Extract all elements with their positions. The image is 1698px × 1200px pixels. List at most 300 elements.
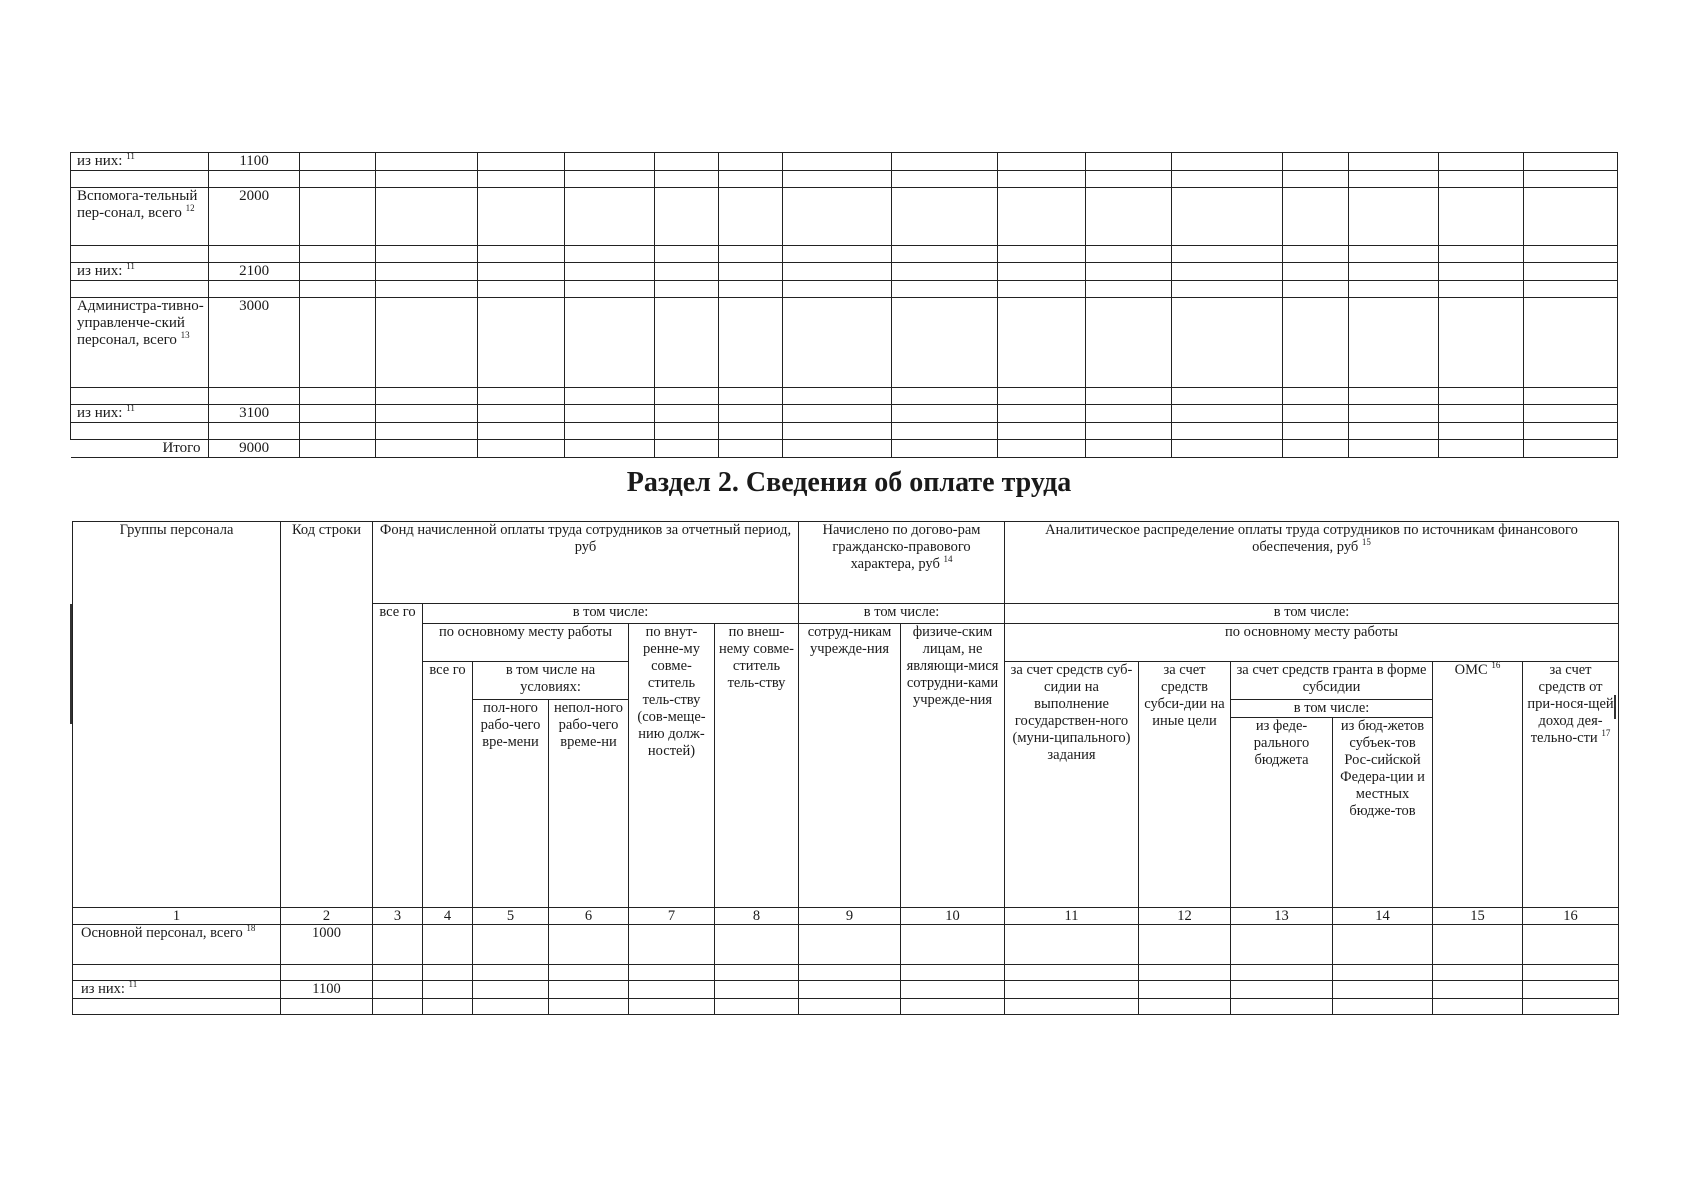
empty-cell xyxy=(1282,171,1348,188)
empty-cell xyxy=(478,171,564,188)
table-row xyxy=(71,263,1618,281)
table-row xyxy=(71,388,1618,405)
empty-cell xyxy=(1231,925,1333,965)
empty-cell xyxy=(299,405,375,423)
empty-cell xyxy=(1523,423,1617,440)
empty-cell xyxy=(478,423,564,440)
empty-cell xyxy=(375,388,477,405)
empty-cell xyxy=(1349,281,1439,298)
empty-cell xyxy=(1333,981,1433,999)
empty-cell xyxy=(564,298,654,388)
empty-cell xyxy=(783,388,891,405)
table-row xyxy=(71,188,1618,246)
column-number: 15 xyxy=(1433,908,1523,925)
empty-cell xyxy=(564,388,654,405)
column-number: 2 xyxy=(281,908,373,925)
total-code: 9000 xyxy=(209,440,299,458)
header-oms: ОМС $^{16}$ xyxy=(1433,662,1523,908)
header-income: за счет средств от при-нося-щей доход дея-тельно-сти $^{17}$ xyxy=(1523,662,1619,908)
empty-cell xyxy=(478,281,564,298)
empty-cell xyxy=(71,171,209,188)
empty-cell xyxy=(1433,925,1523,965)
header-groups: Группы персонала xyxy=(73,522,281,908)
empty-cell xyxy=(1433,999,1523,1015)
empty-cell xyxy=(1523,405,1617,423)
empty-cell xyxy=(715,999,799,1015)
empty-cell xyxy=(1139,965,1231,981)
empty-cell xyxy=(901,999,1005,1015)
header-inner: по внут-ренне-му совме-ститель тель-ству (сов-мещe-нию долж-ностей) xyxy=(629,624,715,908)
empty-cell xyxy=(719,171,783,188)
empty-cell xyxy=(375,440,477,458)
empty-cell xyxy=(1349,171,1439,188)
empty-cell xyxy=(299,298,375,388)
empty-cell xyxy=(423,999,473,1015)
empty-cell xyxy=(473,981,549,999)
empty-cell xyxy=(1439,298,1523,388)
empty-cell xyxy=(783,263,891,281)
column-number: 13 xyxy=(1231,908,1333,925)
total-label: Итого xyxy=(71,440,209,458)
empty-cell xyxy=(1005,965,1139,981)
empty-cell xyxy=(783,246,891,263)
empty-cell xyxy=(1282,188,1348,246)
header-main-place: по основному месту работы xyxy=(423,624,629,662)
column-number: 8 xyxy=(715,908,799,925)
empty-cell xyxy=(719,405,783,423)
empty-cell xyxy=(1439,188,1523,246)
header-phys: физиче-ским лицам, не являющи-мися сотрудни-ками учрежде-ния xyxy=(901,624,1005,908)
empty-cell xyxy=(423,965,473,981)
empty-cell xyxy=(473,925,549,965)
empty-cell xyxy=(1439,171,1523,188)
empty-cell xyxy=(1523,263,1617,281)
empty-cell xyxy=(281,965,373,981)
empty-cell xyxy=(997,440,1085,458)
empty-cell xyxy=(299,281,375,298)
empty-cell xyxy=(1439,281,1523,298)
empty-cell xyxy=(1523,981,1619,999)
empty-cell xyxy=(629,999,715,1015)
empty-cell xyxy=(1349,405,1439,423)
empty-cell xyxy=(375,298,477,388)
empty-cell xyxy=(891,423,997,440)
empty-cell xyxy=(1086,388,1172,405)
empty-cell xyxy=(549,999,629,1015)
empty-cell xyxy=(1282,440,1348,458)
empty-cell xyxy=(783,440,891,458)
row-label: Администра-тивно-управленче-ский персонал, всего $^{13}$ xyxy=(71,298,209,388)
empty-cell xyxy=(1523,188,1617,246)
empty-cell xyxy=(1333,925,1433,965)
empty-cell xyxy=(1086,263,1172,281)
empty-cell xyxy=(375,405,477,423)
empty-cell xyxy=(719,298,783,388)
empty-cell xyxy=(1172,171,1282,188)
empty-cell xyxy=(1333,965,1433,981)
empty-cell xyxy=(478,388,564,405)
empty-cell xyxy=(373,965,423,981)
empty-cell xyxy=(654,281,718,298)
header-full: пол-ного рабо-чего вре-мени xyxy=(473,700,549,908)
empty-cell xyxy=(891,171,997,188)
empty-cell xyxy=(71,423,209,440)
column-number: 6 xyxy=(549,908,629,925)
table-row xyxy=(71,153,1618,171)
empty-cell xyxy=(654,405,718,423)
empty-cell xyxy=(1523,388,1617,405)
empty-cell xyxy=(783,171,891,188)
margin-mark xyxy=(1614,695,1616,719)
empty-cell xyxy=(73,999,281,1015)
empty-cell xyxy=(1523,965,1619,981)
column-number: 12 xyxy=(1139,908,1231,925)
table-row xyxy=(71,298,1618,388)
row-code: 2100 xyxy=(209,263,299,281)
empty-cell xyxy=(1439,423,1523,440)
empty-cell xyxy=(1086,281,1172,298)
empty-cell xyxy=(1282,423,1348,440)
empty-cell xyxy=(654,188,718,246)
empty-cell xyxy=(375,246,477,263)
empty-cell xyxy=(375,188,477,246)
row-code: 1100 xyxy=(209,153,299,171)
row-label: из них: $^{11}$ xyxy=(71,263,209,281)
row-code: 2000 xyxy=(209,188,299,246)
empty-cell xyxy=(473,999,549,1015)
empty-cell xyxy=(1086,188,1172,246)
empty-cell xyxy=(715,981,799,999)
section-title: Раздел 2. Сведения об оплате труда xyxy=(626,467,1072,498)
empty-cell xyxy=(1086,153,1172,171)
row-code: 3000 xyxy=(209,298,299,388)
row-label: из них: $^{11}$ xyxy=(71,405,209,423)
empty-cell xyxy=(1439,440,1523,458)
empty-cell xyxy=(783,153,891,171)
row-label: из них: $^{11}$ xyxy=(73,981,281,999)
empty-cell xyxy=(715,925,799,965)
empty-cell xyxy=(564,246,654,263)
empty-cell xyxy=(1333,999,1433,1015)
empty-cell xyxy=(1139,925,1231,965)
empty-cell xyxy=(373,925,423,965)
column-number: 7 xyxy=(629,908,715,925)
empty-cell xyxy=(719,153,783,171)
empty-cell xyxy=(1172,388,1282,405)
empty-cell xyxy=(1139,999,1231,1015)
empty-cell xyxy=(373,999,423,1015)
empty-cell xyxy=(564,423,654,440)
empty-cell xyxy=(1523,246,1617,263)
empty-cell xyxy=(719,440,783,458)
empty-cell xyxy=(1086,298,1172,388)
empty-cell xyxy=(1523,440,1617,458)
empty-cell xyxy=(478,298,564,388)
empty-cell xyxy=(891,298,997,388)
empty-cell xyxy=(719,388,783,405)
empty-cell xyxy=(654,263,718,281)
empty-cell xyxy=(1349,188,1439,246)
empty-cell xyxy=(891,153,997,171)
empty-cell xyxy=(1439,388,1523,405)
header-vse-go-2: все го xyxy=(423,662,473,908)
empty-cell xyxy=(299,388,375,405)
empty-cell xyxy=(299,171,375,188)
header-conditions: в том числе на условиях: xyxy=(473,662,629,700)
empty-cell xyxy=(997,388,1085,405)
column-number: 4 xyxy=(423,908,473,925)
row-code: 3100 xyxy=(209,405,299,423)
column-number: 9 xyxy=(799,908,901,925)
empty-cell xyxy=(719,188,783,246)
empty-cell xyxy=(564,188,654,246)
table-row xyxy=(73,981,1619,999)
empty-cell xyxy=(478,188,564,246)
empty-cell xyxy=(997,405,1085,423)
empty-cell xyxy=(783,423,891,440)
empty-cell xyxy=(1282,281,1348,298)
empty-cell xyxy=(783,405,891,423)
empty-cell xyxy=(299,440,375,458)
empty-cell xyxy=(719,281,783,298)
empty-cell xyxy=(1231,999,1333,1015)
empty-cell xyxy=(719,246,783,263)
header-fund: Фонд начисленной оплаты труда сотрудников за отчетный период, руб xyxy=(373,522,799,604)
empty-cell xyxy=(1231,965,1333,981)
header-subs-other: за счет средств субси-дии на иные цели xyxy=(1139,662,1231,908)
column-number: 11 xyxy=(1005,908,1139,925)
empty-cell xyxy=(1282,246,1348,263)
empty-cell xyxy=(299,188,375,246)
empty-cell xyxy=(299,423,375,440)
empty-cell xyxy=(209,281,299,298)
empty-cell xyxy=(891,246,997,263)
empty-cell xyxy=(564,281,654,298)
empty-cell xyxy=(997,188,1085,246)
empty-cell xyxy=(1349,153,1439,171)
empty-cell xyxy=(719,263,783,281)
empty-cell xyxy=(299,263,375,281)
empty-cell xyxy=(891,281,997,298)
table-row xyxy=(71,171,1618,188)
empty-cell xyxy=(1172,263,1282,281)
empty-cell xyxy=(891,440,997,458)
empty-cell xyxy=(209,246,299,263)
empty-cell xyxy=(1282,388,1348,405)
empty-cell xyxy=(654,298,718,388)
empty-cell xyxy=(1349,388,1439,405)
empty-cell xyxy=(1086,440,1172,458)
table-row xyxy=(71,405,1618,423)
empty-cell xyxy=(375,281,477,298)
column-number: 10 xyxy=(901,908,1005,925)
empty-cell xyxy=(1005,999,1139,1015)
empty-cell xyxy=(1172,423,1282,440)
empty-cell xyxy=(375,263,477,281)
header-subs-task: за счет средств суб-сидии на выполнение государствен-ного (муни-ципального) задания xyxy=(1005,662,1139,908)
empty-cell xyxy=(1439,405,1523,423)
empty-cell xyxy=(478,440,564,458)
header-part: непол-ного рабо-чего време-ни xyxy=(549,700,629,908)
empty-cell xyxy=(1523,298,1617,388)
empty-cell xyxy=(901,925,1005,965)
empty-cell xyxy=(1439,153,1523,171)
empty-cell xyxy=(783,188,891,246)
empty-cell xyxy=(997,281,1085,298)
header-grant-v-tom-chisle: в том числе: xyxy=(1231,700,1433,718)
empty-cell xyxy=(549,981,629,999)
row-label: из них: $^{11}$ xyxy=(71,153,209,171)
empty-cell xyxy=(654,388,718,405)
empty-cell xyxy=(1433,981,1523,999)
empty-cell xyxy=(1433,965,1523,981)
row-label: Основной персонал, всего $^{18}$ xyxy=(73,925,281,965)
empty-cell xyxy=(1172,188,1282,246)
empty-cell xyxy=(299,246,375,263)
empty-cell xyxy=(564,171,654,188)
empty-cell xyxy=(629,981,715,999)
empty-cell xyxy=(375,171,477,188)
row-code: 1100 xyxy=(281,981,373,999)
header-analytic: Аналитическое распределение оплаты труда сотрудников по источникам финансового обеспечения, руб $^{15}$ xyxy=(1005,522,1619,604)
section2-table xyxy=(72,521,1619,1015)
column-number: 16 xyxy=(1523,908,1619,925)
empty-cell xyxy=(1086,171,1172,188)
empty-cell xyxy=(423,981,473,999)
empty-cell xyxy=(1349,246,1439,263)
empty-cell xyxy=(478,153,564,171)
empty-cell xyxy=(799,965,901,981)
empty-cell xyxy=(997,263,1085,281)
empty-cell xyxy=(891,405,997,423)
header-staff: сотруд-никам учрежде-ния xyxy=(799,624,901,908)
empty-cell xyxy=(997,423,1085,440)
empty-cell xyxy=(799,981,901,999)
empty-cell xyxy=(719,423,783,440)
column-number: 5 xyxy=(473,908,549,925)
empty-cell xyxy=(299,153,375,171)
empty-cell xyxy=(549,925,629,965)
empty-cell xyxy=(1523,281,1617,298)
table-row xyxy=(73,965,1619,981)
empty-cell xyxy=(1086,405,1172,423)
empty-cell xyxy=(783,281,891,298)
row-code: 1000 xyxy=(281,925,373,965)
empty-cell xyxy=(1139,981,1231,999)
empty-cell xyxy=(209,423,299,440)
empty-cell xyxy=(1349,263,1439,281)
empty-cell xyxy=(423,925,473,965)
empty-cell xyxy=(564,263,654,281)
empty-cell xyxy=(891,388,997,405)
empty-cell xyxy=(1282,405,1348,423)
empty-cell xyxy=(1523,999,1619,1015)
empty-cell xyxy=(715,965,799,981)
empty-cell xyxy=(375,423,477,440)
empty-cell xyxy=(375,153,477,171)
empty-cell xyxy=(629,965,715,981)
empty-cell xyxy=(478,405,564,423)
empty-cell xyxy=(564,440,654,458)
empty-cell xyxy=(71,246,209,263)
header-v-tom-chisle-1: в том числе: xyxy=(423,604,799,624)
row-label: Вспомога-тельный пер-сонал, всего $^{12}$ xyxy=(71,188,209,246)
column-number: 3 xyxy=(373,908,423,925)
empty-cell xyxy=(1349,298,1439,388)
empty-cell xyxy=(891,188,997,246)
empty-cell xyxy=(1282,153,1348,171)
empty-cell xyxy=(1523,153,1617,171)
column-number: 14 xyxy=(1333,908,1433,925)
column-number: 1 xyxy=(73,908,281,925)
empty-cell xyxy=(1005,925,1139,965)
table-row xyxy=(73,999,1619,1015)
empty-cell xyxy=(654,423,718,440)
empty-cell xyxy=(1005,981,1139,999)
empty-cell xyxy=(549,965,629,981)
empty-cell xyxy=(478,263,564,281)
empty-cell xyxy=(1439,263,1523,281)
table-row xyxy=(71,423,1618,440)
header-v-tom-chisle-3: в том числе: xyxy=(1005,604,1619,624)
empty-cell xyxy=(799,999,901,1015)
empty-cell xyxy=(799,925,901,965)
header-main-place-2: по основному месту работы xyxy=(1005,624,1619,662)
empty-cell xyxy=(1282,263,1348,281)
empty-cell xyxy=(1231,981,1333,999)
empty-cell xyxy=(71,281,209,298)
empty-cell xyxy=(891,263,997,281)
empty-cell xyxy=(1172,246,1282,263)
table-row xyxy=(73,925,1619,965)
empty-cell xyxy=(281,999,373,1015)
empty-cell xyxy=(1523,171,1617,188)
empty-cell xyxy=(629,925,715,965)
empty-cell xyxy=(1172,281,1282,298)
empty-cell xyxy=(209,171,299,188)
empty-cell xyxy=(1282,298,1348,388)
table-row xyxy=(71,246,1618,263)
empty-cell xyxy=(997,171,1085,188)
empty-cell xyxy=(1172,298,1282,388)
header-regional: из бюд-жетов субъек-тов Рос-сийской Федера-ции и местных бюдже-тов xyxy=(1333,718,1433,908)
empty-cell xyxy=(1086,423,1172,440)
empty-cell xyxy=(473,965,549,981)
empty-cell xyxy=(373,981,423,999)
empty-cell xyxy=(901,981,1005,999)
empty-cell xyxy=(997,246,1085,263)
empty-cell xyxy=(1086,246,1172,263)
empty-cell xyxy=(73,965,281,981)
empty-cell xyxy=(1439,246,1523,263)
empty-cell xyxy=(564,153,654,171)
empty-cell xyxy=(654,171,718,188)
empty-cell xyxy=(654,246,718,263)
empty-cell xyxy=(997,298,1085,388)
empty-cell xyxy=(209,388,299,405)
empty-cell xyxy=(901,965,1005,981)
empty-cell xyxy=(71,388,209,405)
empty-cell xyxy=(654,440,718,458)
header-gph: Начислено по догово-рам гражданско-правового характера, руб $^{14}$ xyxy=(799,522,1005,604)
header-code: Код строки xyxy=(281,522,373,908)
empty-cell xyxy=(997,153,1085,171)
empty-cell xyxy=(1172,405,1282,423)
margin-mark xyxy=(70,604,72,724)
header-federal: из феде-рального бюджета xyxy=(1231,718,1333,908)
empty-cell xyxy=(1523,925,1619,965)
section1-table xyxy=(70,152,1618,458)
